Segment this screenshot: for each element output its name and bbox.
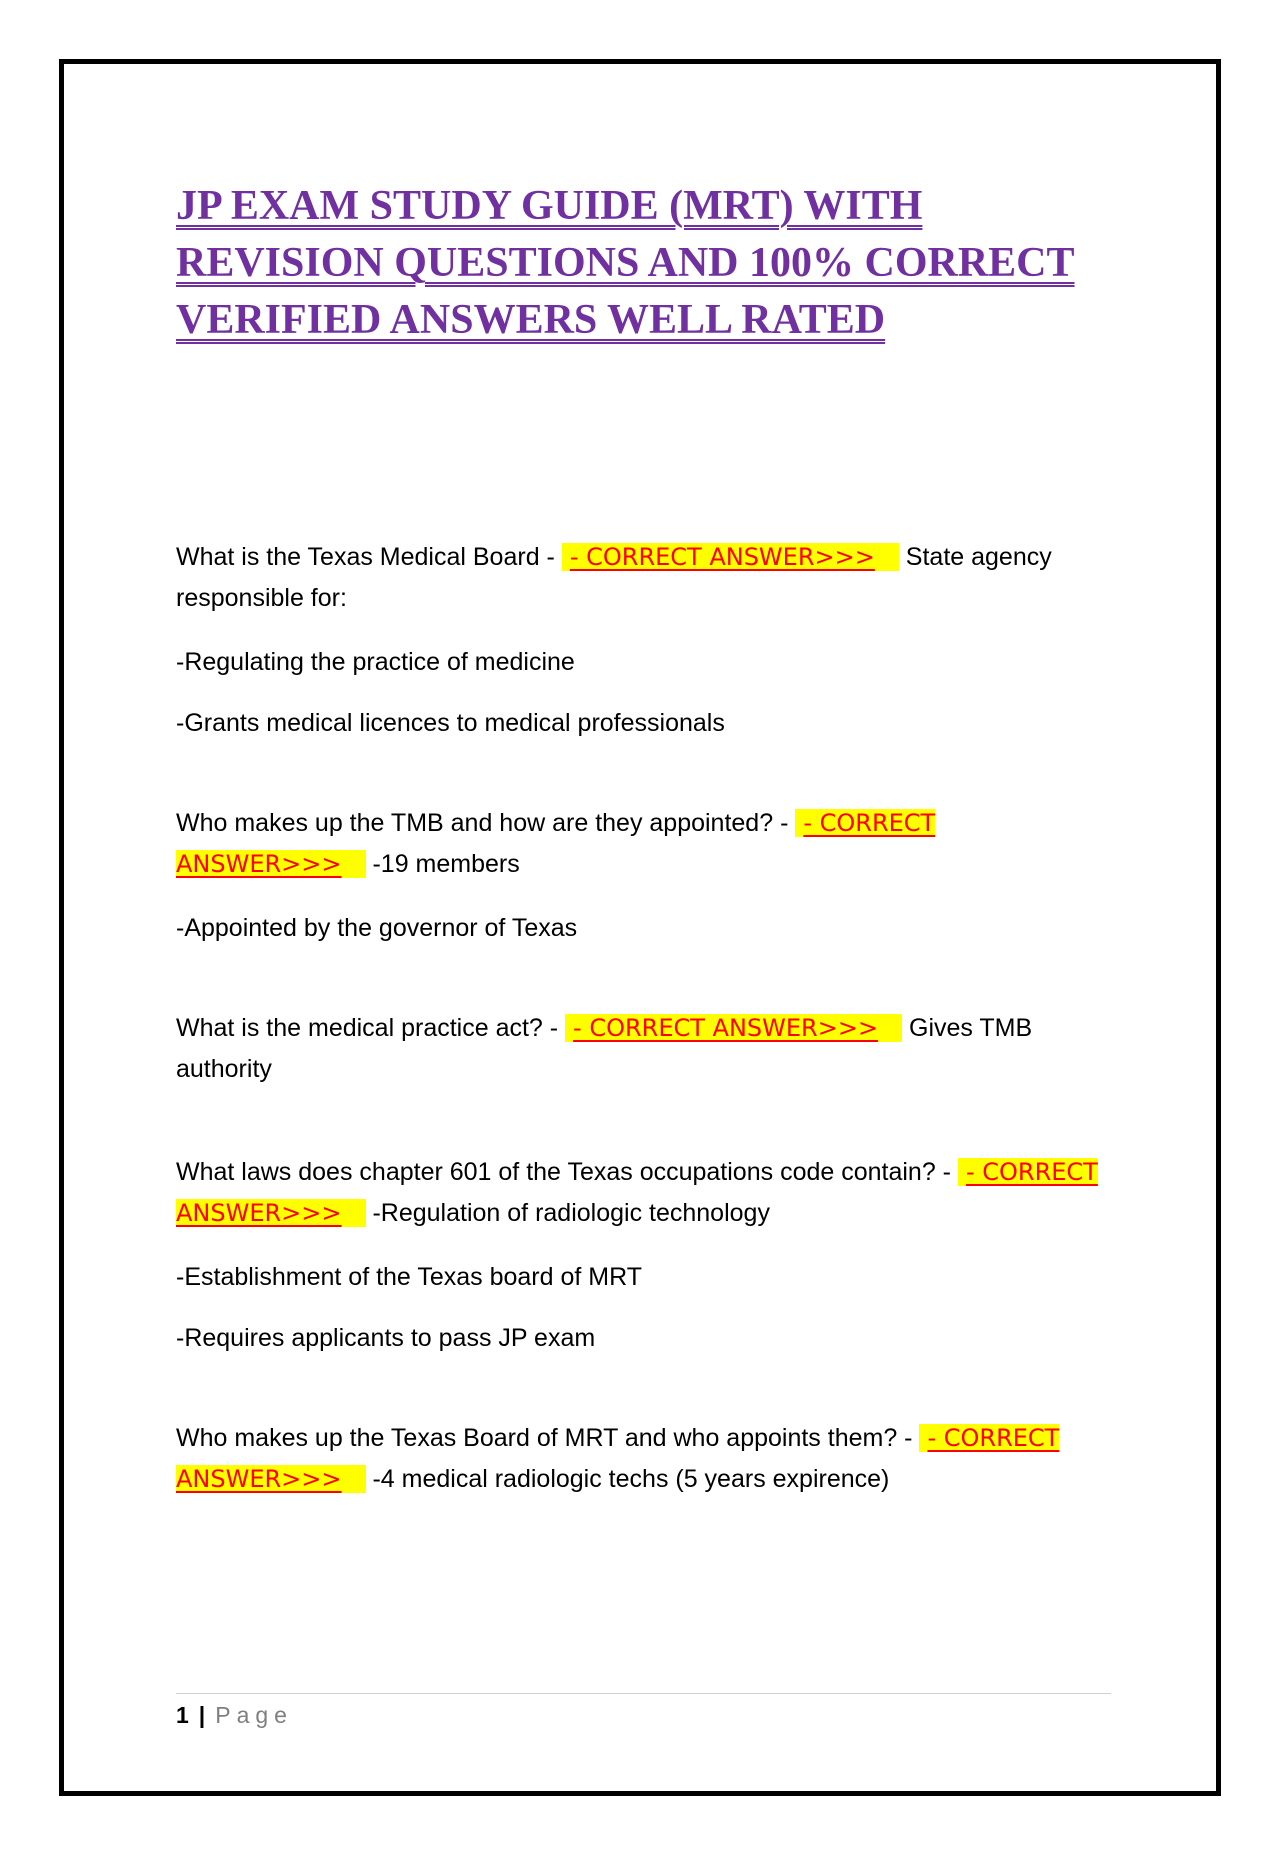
- question-text: What is the Texas Medical Board -: [176, 543, 555, 571]
- question-text: What is the medical practice act? -: [176, 1014, 559, 1042]
- answer-marker: - CORRECT ANSWER>>>: [565, 1014, 902, 1042]
- answer-marker: - CORRECT ANSWER>>>: [176, 1424, 1060, 1493]
- qa-line: [176, 537, 1116, 619]
- qa-list: [176, 537, 1116, 1500]
- document-title: JP EXAM STUDY GUIDE (MRT) WITH REVISION QUESTIONS AND 100% CORRECT VERIFIED ANSWERS WELL RATED: [176, 183, 1075, 343]
- question-text: What laws does chapter 601 of the Texas occupations code contain? -: [176, 1158, 952, 1186]
- question-text: Who makes up the TMB and how are they appointed? -: [176, 809, 789, 837]
- page-number: 1: [176, 1702, 189, 1728]
- qa-line: [176, 1008, 1116, 1090]
- answer-text: -19 members: [372, 850, 520, 878]
- answer-marker: - CORRECT ANSWER>>>: [562, 543, 899, 571]
- qa-item: [176, 803, 1116, 946]
- qa-item: [176, 537, 1116, 741]
- answer-marker: - CORRECT ANSWER>>>: [176, 809, 936, 878]
- qa-line: [176, 1152, 1116, 1234]
- detail-line: -Grants medical licences to medical professionals: [176, 709, 725, 737]
- qa-item: [176, 1008, 1116, 1090]
- detail-line: -Appointed by the governor of Texas: [176, 914, 578, 942]
- page-footer: [176, 1693, 1111, 1729]
- qa-item: [176, 1418, 1116, 1500]
- question-text: Who makes up the Texas Board of MRT and who appoints them? -: [176, 1424, 913, 1452]
- document-body: [176, 178, 1116, 1562]
- detail-line: -Requires applicants to pass JP exam: [176, 1324, 596, 1352]
- answer-text: State agency responsible for:: [176, 543, 1052, 612]
- qa-line: [176, 1418, 1116, 1500]
- qa-item: [176, 1152, 1116, 1356]
- detail-line: -Regulating the practice of medicine: [176, 648, 575, 676]
- detail-line: -Establishment of the Texas board of MRT: [176, 1263, 642, 1291]
- answer-marker: - CORRECT ANSWER>>>: [176, 1158, 1098, 1227]
- answer-text: Gives TMB authority: [176, 1014, 1033, 1083]
- footer-separator: |: [198, 1702, 206, 1728]
- answer-text: -4 medical radiologic techs (5 years expirence): [372, 1465, 890, 1493]
- qa-line: [176, 803, 1116, 885]
- answer-text: -Regulation of radiologic technology: [372, 1199, 770, 1227]
- page-label: Page: [215, 1702, 293, 1728]
